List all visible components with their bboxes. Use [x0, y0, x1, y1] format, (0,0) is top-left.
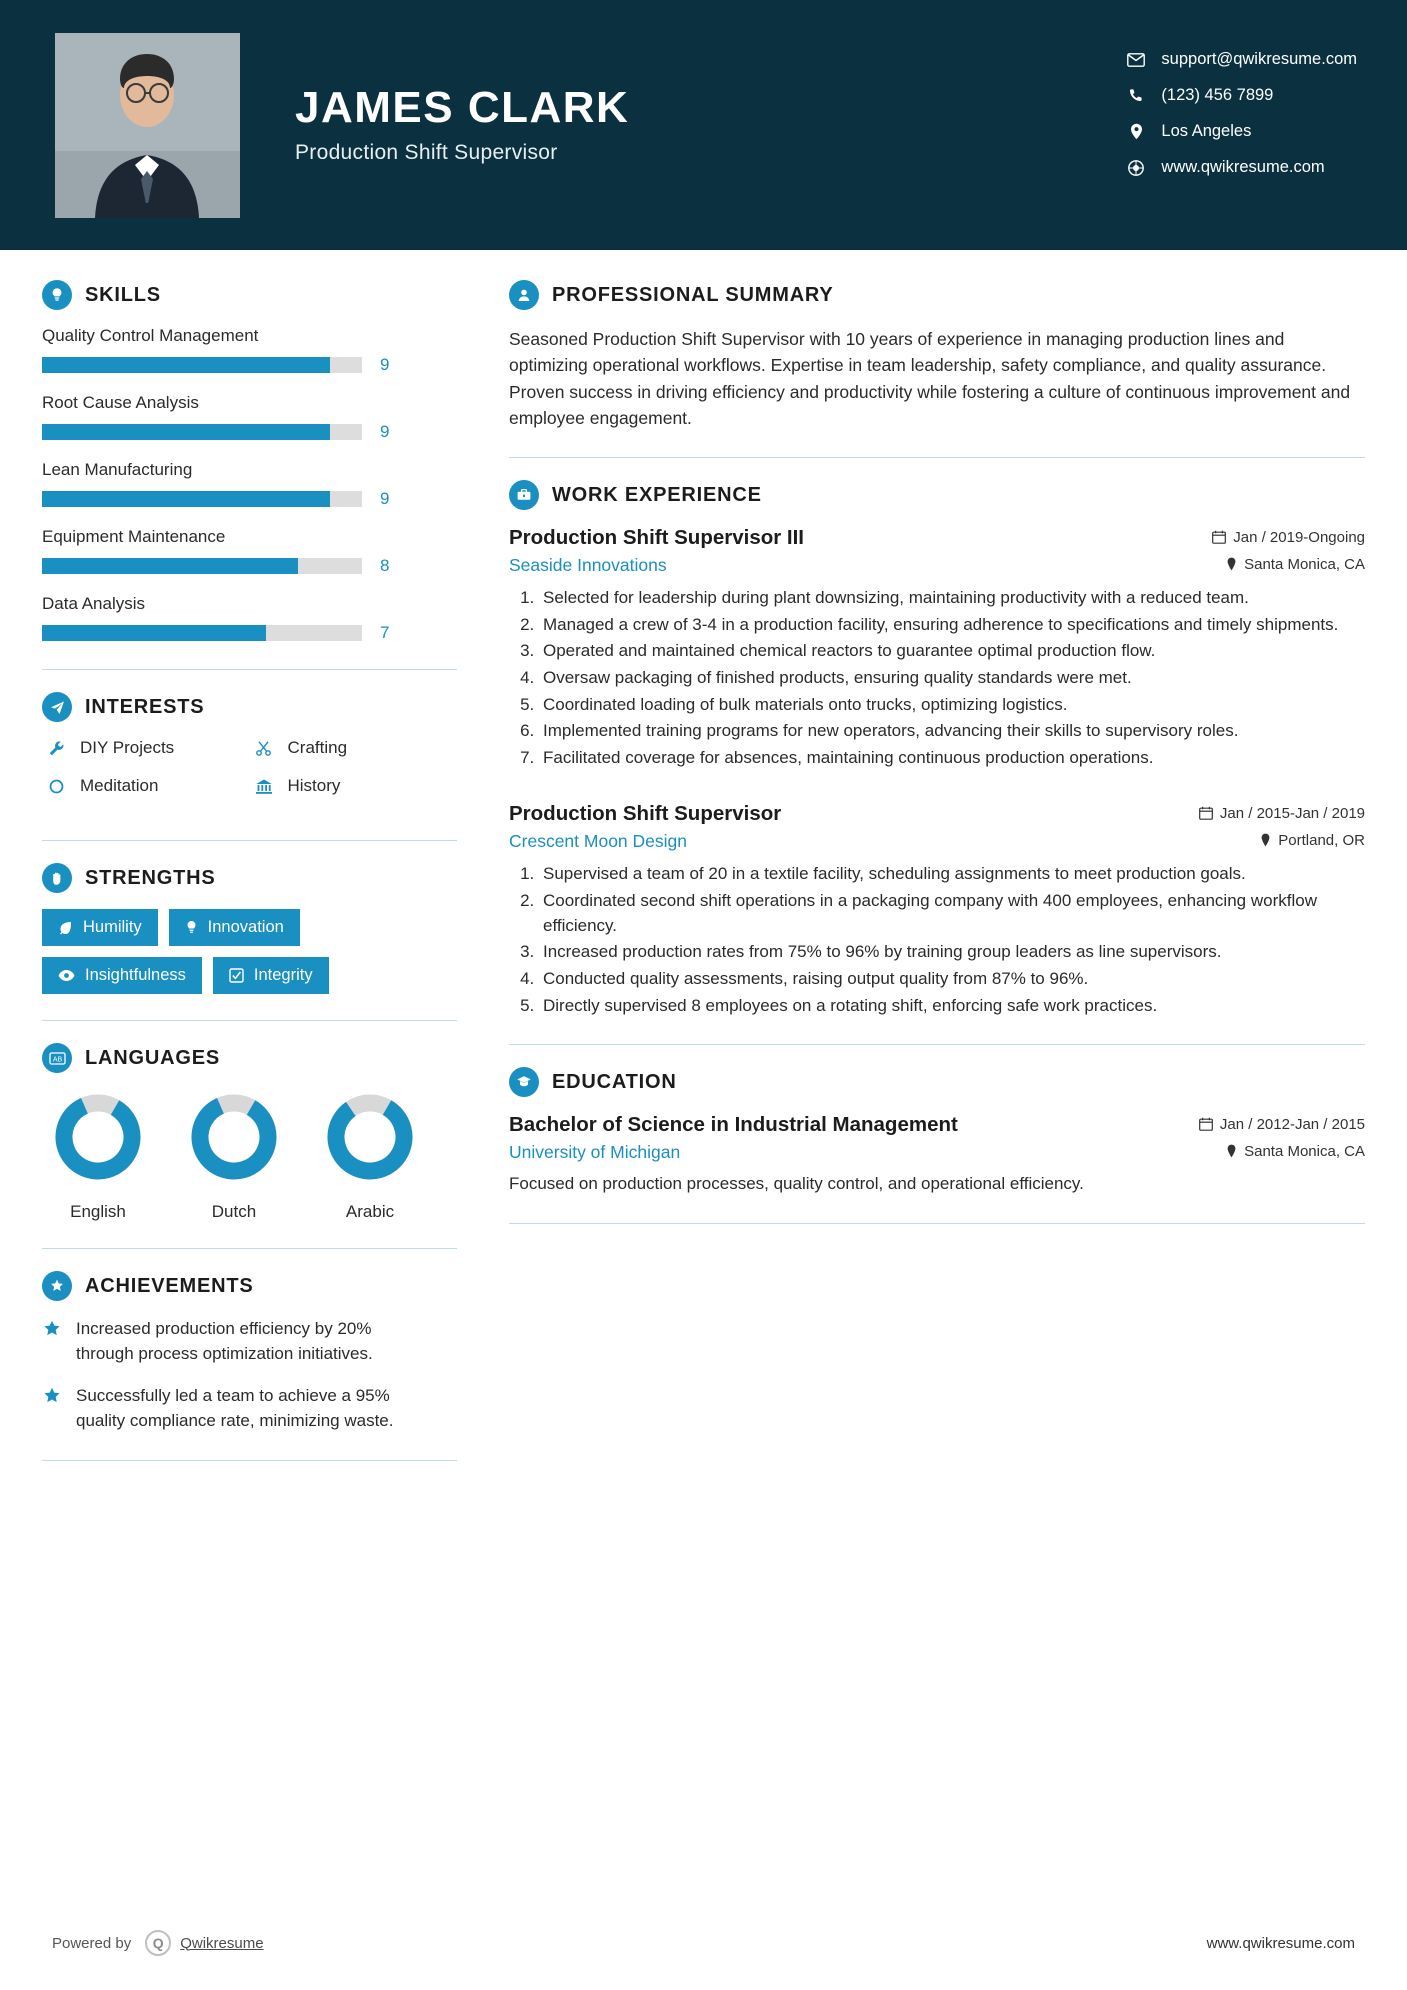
right-column [497, 280, 1365, 1483]
strength-chip [42, 909, 158, 946]
divider [509, 1044, 1365, 1045]
divider [42, 1460, 457, 1461]
degree-row [509, 1113, 1365, 1137]
svg-text:AB: AB [52, 1056, 62, 1064]
contact-website-text: www.qwikresume.com [1161, 158, 1325, 176]
job-entry [509, 526, 1365, 770]
job-company: Seaside Innovations [509, 555, 667, 575]
job-bullet: 3. Increased production rates from 75% to 96% by training group leaders as line supervisors. [539, 940, 1365, 965]
powered-by [52, 1930, 264, 1956]
skill-bar-fill [42, 491, 330, 507]
graduate-icon [509, 1067, 539, 1097]
strengths-section [42, 863, 457, 994]
education-description: Focused on production processes, quality control, and operational efficiency. [509, 1174, 1084, 1194]
job-location [1260, 832, 1365, 849]
location-icon [1123, 123, 1149, 140]
language-label: English [70, 1202, 126, 1221]
skill-value: 9 [380, 422, 390, 441]
skill-meter [42, 489, 457, 509]
job-company-row [509, 555, 1365, 576]
strength-chip [169, 909, 300, 946]
job-title: Production Shift Supervisor [509, 802, 782, 826]
job-bullet: 1. Supervised a team of 20 in a textile facility, scheduling assignments to meet production goals. [539, 862, 1365, 887]
bank-icon [250, 778, 278, 795]
skill-item [42, 326, 457, 375]
skill-meter [42, 556, 457, 576]
languages-list [42, 1089, 457, 1222]
skill-meter [42, 623, 457, 643]
achievements-title: ACHIEVEMENTS [85, 1274, 254, 1297]
strengths-title: STRENGTHS [85, 866, 216, 889]
strength-chip [42, 957, 202, 994]
job-bullet: 4. Conducted quality assessments, raising output quality from 87% to 96%. [539, 967, 1365, 992]
jobs-list [509, 526, 1365, 1018]
job-bullet: 6. Implemented training programs for new operators, advancing their skills to supervisory roles. [539, 719, 1365, 744]
language-item [50, 1089, 146, 1222]
education-location-text: Santa Monica, CA [1244, 1142, 1365, 1160]
contact-location-text: Los Angeles [1161, 122, 1252, 140]
check-square-icon [229, 968, 244, 983]
powered-by-label: Powered by [52, 1934, 132, 1952]
translate-icon [42, 1043, 72, 1073]
calendar-icon [1199, 806, 1213, 820]
strength-label: Insightfulness [85, 966, 186, 984]
summary-header [509, 280, 1365, 310]
job-entry [509, 802, 1365, 1018]
experience-section [509, 480, 1365, 1018]
spacer [509, 776, 1365, 802]
page-title: JAMES CLARK [295, 82, 630, 132]
job-bullets [509, 586, 1365, 770]
divider [509, 457, 1365, 458]
divider [509, 1223, 1365, 1224]
interest-item [250, 776, 458, 796]
strength-chip [213, 957, 329, 994]
achievements-header [42, 1271, 457, 1301]
brand-link[interactable]: Qwikresume [180, 1934, 264, 1952]
skills-header [42, 280, 457, 310]
summary-text: Seasoned Production Shift Supervisor with 10 years of experience in managing production lines and optimizing operational workflows. Expertise in team leadership, safety compliance, and quality assurance. Proven success in driving efficiency and productivity while fostering a culture of continuous improvement and employee engagement. [509, 329, 1351, 428]
education-entry [509, 1113, 1365, 1197]
education-dates [1199, 1116, 1365, 1133]
skill-bar-fill [42, 424, 330, 440]
strengths-list [42, 909, 457, 994]
job-location [1226, 556, 1365, 573]
school-row [509, 1142, 1365, 1163]
job-bullet: 5. Directly supervised 8 employees on a rotating shift, enforcing safe work practices. [539, 994, 1365, 1019]
achievement-text: Increased production efficiency by 20% through process optimization initiatives. [76, 1319, 373, 1363]
experience-title: WORK EXPERIENCE [552, 483, 762, 506]
briefcase-icon [509, 480, 539, 510]
language-label: Arabic [345, 1202, 395, 1221]
job-title: Production Shift Supervisor III [509, 526, 804, 549]
job-company-row [509, 831, 1365, 852]
skill-bar-track [42, 558, 362, 574]
divider [42, 1020, 457, 1021]
job-dates-text: Jan / 2019-Ongoing [1233, 528, 1365, 546]
summary-section [509, 280, 1365, 431]
job-role: Production Shift Supervisor [295, 141, 558, 165]
page-footer [0, 1930, 1407, 1956]
circle-icon [42, 778, 70, 795]
skill-bar-track [42, 625, 362, 641]
interest-label: Crafting [287, 738, 348, 757]
interest-item [42, 776, 250, 796]
skill-label: Lean Manufacturing [42, 460, 193, 479]
achievement-text: Successfully led a team to achieve a 95% quality compliance rate, minimizing waste. [76, 1386, 394, 1430]
job-bullet: 5. Coordinated loading of bulk materials onto trucks, optimizing logistics. [539, 693, 1365, 718]
skill-label: Equipment Maintenance [42, 527, 226, 546]
job-title-row [509, 802, 1365, 826]
skill-label: Data Analysis [42, 594, 145, 613]
interests-section [42, 692, 457, 814]
interest-item [42, 738, 250, 758]
footer-url[interactable]: www.qwikresume.com [1206, 1934, 1355, 1952]
languages-header [42, 1043, 457, 1073]
job-bullet: 2. Managed a crew of 3-4 in a production facility, ensuring adherence to specifications and timely shipments. [539, 613, 1365, 638]
strengths-header [42, 863, 457, 893]
job-dates [1212, 529, 1365, 546]
brand-logo-icon: Q [145, 1930, 171, 1956]
job-dates-text: Jan / 2015-Jan / 2019 [1219, 804, 1365, 822]
job-bullet: 4. Oversaw packaging of finished products, ensuring quality standards were met. [539, 666, 1365, 691]
interests-header [42, 692, 457, 722]
languages-section [42, 1043, 457, 1222]
avatar [55, 33, 240, 218]
degree-title: Bachelor of Science in Industrial Management [509, 1113, 958, 1137]
job-bullet: 3. Operated and maintained chemical reactors to guarantee optimal production flow. [539, 639, 1365, 664]
skill-item [42, 594, 457, 643]
contact-website[interactable] [1123, 158, 1357, 177]
divider [42, 1248, 457, 1249]
skill-value: 7 [380, 623, 390, 642]
strength-label: Integrity [253, 966, 313, 984]
skill-value: 9 [380, 489, 390, 508]
skill-item [42, 460, 457, 509]
skills-section [42, 280, 457, 643]
interests-title: INTERESTS [85, 695, 205, 718]
interest-label: History [287, 776, 341, 795]
skill-bar-track [42, 357, 362, 373]
experience-header [509, 480, 1365, 510]
skills-title: SKILLS [85, 283, 161, 306]
wrench-icon [42, 740, 70, 757]
interest-label: DIY Projects [80, 738, 175, 757]
job-title-row [509, 526, 1365, 550]
contact-phone[interactable] [1123, 86, 1357, 105]
education-title: EDUCATION [552, 1070, 677, 1093]
skill-label: Root Cause Analysis [42, 393, 199, 412]
language-label: Dutch [211, 1202, 257, 1221]
school-name: University of Michigan [509, 1142, 681, 1163]
resume-header [0, 0, 1407, 250]
star-bullet-icon [42, 1386, 62, 1433]
skill-bar-fill [42, 625, 266, 641]
job-location-text: Portland, OR [1278, 831, 1365, 849]
divider [42, 840, 457, 841]
interest-item [250, 738, 458, 758]
education-dates-text: Jan / 2012-Jan / 2015 [1219, 1115, 1365, 1133]
resume-body [0, 250, 1407, 1483]
star-badge-icon [42, 1271, 72, 1301]
calendar-icon [1199, 1117, 1213, 1131]
eye-icon [58, 969, 75, 982]
summary-title: PROFESSIONAL SUMMARY [552, 283, 834, 306]
achievement-item [42, 1317, 457, 1366]
skill-bar-fill [42, 558, 298, 574]
skill-item [42, 527, 457, 576]
skill-bar-track [42, 424, 362, 440]
divider [42, 669, 457, 670]
skill-label: Quality Control Management [42, 326, 259, 345]
skill-value: 8 [380, 556, 390, 575]
language-item [186, 1089, 282, 1222]
job-dates [1199, 805, 1365, 822]
language-item [322, 1089, 418, 1222]
user-icon [509, 280, 539, 310]
contact-list [1123, 50, 1367, 194]
name-block [295, 82, 1123, 165]
scissors-icon [250, 740, 278, 757]
job-bullet: 1. Selected for leadership during plant downsizing, maintaining productivity with a reduced team. [539, 586, 1365, 611]
languages-title: LANGUAGES [85, 1046, 220, 1069]
education-header [509, 1067, 1365, 1097]
location-pin-icon [1226, 557, 1237, 571]
job-bullets [509, 862, 1365, 1018]
education-section [509, 1067, 1365, 1197]
skill-value: 9 [380, 355, 390, 374]
hand-icon [42, 863, 72, 893]
strength-label: Humility [83, 918, 142, 936]
send-icon [42, 692, 72, 722]
skills-list [42, 326, 457, 643]
star-bullet-icon [42, 1319, 62, 1366]
achievement-item [42, 1384, 457, 1433]
education-list [509, 1113, 1365, 1197]
email-icon [1123, 53, 1149, 67]
achievements-section [42, 1271, 457, 1434]
skill-bar-track [42, 491, 362, 507]
job-company: Crescent Moon Design [509, 831, 687, 852]
interests-list [42, 738, 457, 814]
language-donut [186, 1089, 282, 1185]
skill-item [42, 393, 457, 442]
education-location [1226, 1143, 1365, 1160]
leaf-icon [58, 920, 73, 935]
job-bullet: 7. Facilitated coverage for absences, maintaining continuous production operations. [539, 746, 1365, 771]
job-location-text: Santa Monica, CA [1244, 555, 1365, 573]
contact-location[interactable] [1123, 122, 1357, 141]
bulb-icon [185, 920, 198, 935]
phone-icon [1123, 88, 1149, 104]
contact-phone-text: (123) 456 7899 [1161, 86, 1274, 104]
lightbulb-icon [42, 280, 72, 310]
interest-label: Meditation [80, 776, 159, 795]
location-pin-icon [1260, 833, 1271, 847]
globe-icon [1123, 160, 1149, 176]
contact-email-text: support@qwikresume.com [1161, 50, 1357, 68]
job-bullet: 2. Coordinated second shift operations in a packaging company with 400 employees, enhancing workflow efficiency. [539, 889, 1365, 938]
achievements-list [42, 1317, 457, 1434]
location-pin-icon [1226, 1144, 1237, 1158]
skill-meter [42, 355, 457, 375]
skill-meter [42, 422, 457, 442]
language-donut [50, 1089, 146, 1185]
left-column [42, 280, 497, 1483]
calendar-icon [1212, 530, 1226, 544]
strength-label: Innovation [207, 918, 284, 936]
contact-email[interactable] [1123, 50, 1357, 69]
language-donut [322, 1089, 418, 1185]
skill-bar-fill [42, 357, 330, 373]
